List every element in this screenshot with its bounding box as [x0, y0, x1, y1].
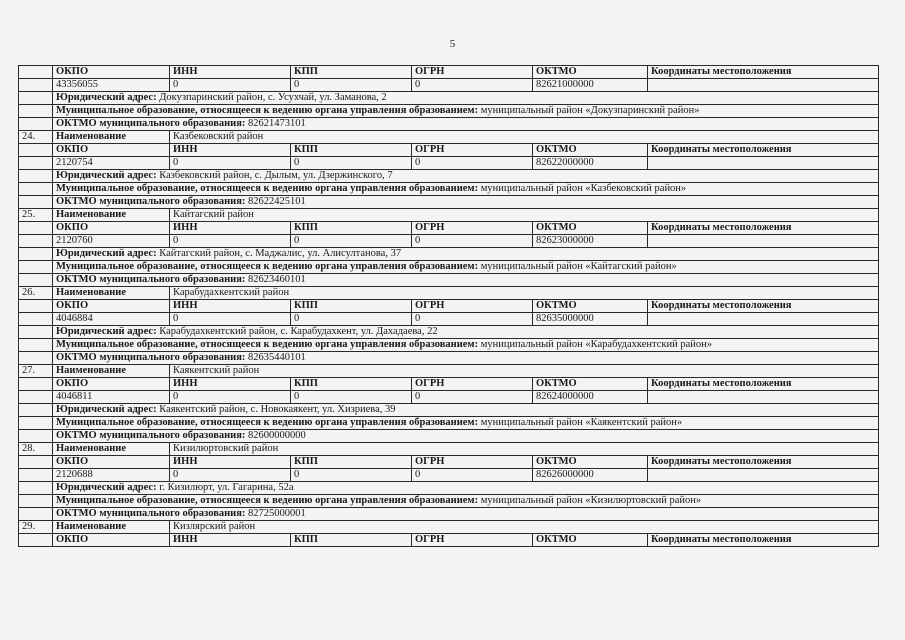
inn-header: ИНН — [170, 222, 291, 235]
okpo-header: ОКПО — [53, 456, 170, 469]
inn-header: ИНН — [170, 534, 291, 547]
ogrn-value: 0 — [412, 235, 533, 248]
legal-address-label: Юридический адрес: — [56, 248, 157, 259]
municipal-entity-cell — [53, 261, 879, 274]
codes-header-row — [19, 378, 879, 391]
oktmo-municipal-label: ОКТМО муниципального образования: — [56, 196, 246, 207]
codes-header-row — [19, 144, 879, 157]
legal-address-cell — [53, 248, 879, 261]
record-number-spacer — [19, 196, 53, 209]
legal-address-cell — [53, 92, 879, 105]
name-label: Наименование — [53, 209, 170, 222]
kpp-value: 0 — [291, 235, 412, 248]
municipal-entity-value: муниципальный район «Казбековский район» — [480, 183, 687, 194]
municipal-entity-value: муниципальный район «Каякентский район» — [480, 417, 683, 428]
kpp-header: КПП — [291, 534, 412, 547]
record-number-spacer — [19, 313, 53, 326]
oktmo-municipal-value: 82621473101 — [248, 118, 306, 129]
oktmo-municipal-cell — [53, 118, 879, 131]
record-number-spacer — [19, 508, 53, 521]
inn-value: 0 — [170, 391, 291, 404]
coords-header: Координаты местоположения — [648, 300, 879, 313]
kpp-header: КПП — [291, 144, 412, 157]
kpp-header: КПП — [291, 456, 412, 469]
municipal-entity — [19, 417, 879, 430]
municipal-entity-value: муниципальный район «Карабудахкентский район» — [480, 339, 712, 350]
record-number-spacer — [19, 404, 53, 417]
municipal-entity-cell — [53, 105, 879, 118]
oktmo-municipal-label: ОКТМО муниципального образования: — [56, 274, 246, 285]
oktmo-municipal — [19, 430, 879, 443]
okpo-header: ОКПО — [53, 66, 170, 79]
record-number-spacer — [19, 391, 53, 404]
registry-table — [18, 65, 879, 547]
name-label: Наименование — [53, 131, 170, 144]
municipal-entity-label: Муниципальное образование, относящееся к ведению органа управления образованием: — [56, 183, 479, 194]
record-name-value: Казбековский район — [170, 131, 879, 144]
record-name-value: Каякентский район — [170, 365, 879, 378]
oktmo-municipal — [19, 118, 879, 131]
oktmo-header: ОКТМО — [533, 534, 648, 547]
municipal-entity-label: Муниципальное образование, относящееся к ведению органа управления образованием: — [56, 105, 479, 116]
record-number-spacer — [19, 274, 53, 287]
oktmo-value: 82621000000 — [533, 79, 648, 92]
ogrn-header: ОГРН — [412, 222, 533, 235]
ogrn-header: ОГРН — [412, 144, 533, 157]
ogrn-value: 0 — [412, 79, 533, 92]
oktmo-value: 82635000000 — [533, 313, 648, 326]
legal-address — [19, 404, 879, 417]
okpo-value: 2120688 — [53, 469, 170, 482]
coords-header: Координаты местоположения — [648, 66, 879, 79]
inn-value: 0 — [170, 157, 291, 170]
record-name-value: Кизлярский район — [170, 521, 879, 534]
name-label: Наименование — [53, 287, 170, 300]
record-number: 29. — [19, 521, 53, 534]
kpp-value: 0 — [291, 391, 412, 404]
oktmo-municipal-cell — [53, 430, 879, 443]
record-number: 25. — [19, 209, 53, 222]
record-number-spacer — [19, 339, 53, 352]
coords-header: Координаты местоположения — [648, 144, 879, 157]
coords-value — [648, 469, 879, 482]
oktmo-municipal-value: 82600000000 — [248, 430, 306, 441]
okpo-value: 4046884 — [53, 313, 170, 326]
municipal-entity-value: муниципальный район «Кизилюртовский район» — [480, 495, 702, 506]
record-number: 24. — [19, 131, 53, 144]
okpo-header: ОКПО — [53, 144, 170, 157]
legal-address-label: Юридический адрес: — [56, 170, 157, 181]
legal-address-label: Юридический адрес: — [56, 92, 157, 103]
record-name-row — [19, 443, 879, 456]
record-number-spacer — [19, 144, 53, 157]
coords-value — [648, 157, 879, 170]
oktmo-municipal-value: 82725000001 — [248, 508, 306, 519]
inn-value: 0 — [170, 235, 291, 248]
ogrn-value: 0 — [412, 391, 533, 404]
coords-header: Координаты местоположения — [648, 378, 879, 391]
oktmo-municipal-cell — [53, 196, 879, 209]
legal-address-value: Казбековский район, с. Дылым, ул. Дзержинского, 7 — [159, 170, 393, 181]
inn-header: ИНН — [170, 66, 291, 79]
record-number-spacer — [19, 118, 53, 131]
inn-header: ИНН — [170, 456, 291, 469]
oktmo-municipal-cell — [53, 508, 879, 521]
oktmo-value: 82626000000 — [533, 469, 648, 482]
legal-address — [19, 326, 879, 339]
ogrn-header: ОГРН — [412, 300, 533, 313]
legal-address-value: Кайтагский район, с. Маджалис, ул. Алисултанова, 37 — [159, 248, 402, 259]
codes-values-row — [19, 79, 879, 92]
municipal-entity-label: Муниципальное образование, относящееся к ведению органа управления образованием: — [56, 339, 479, 350]
okpo-value: 2120760 — [53, 235, 170, 248]
oktmo-header: ОКТМО — [533, 222, 648, 235]
oktmo-municipal — [19, 508, 879, 521]
oktmo-municipal-value: 82622425101 — [248, 196, 306, 207]
oktmo-municipal-value: 82623460101 — [248, 274, 306, 285]
record-number-spacer — [19, 79, 53, 92]
record-number: 26. — [19, 287, 53, 300]
inn-header: ИНН — [170, 300, 291, 313]
oktmo-municipal-label: ОКТМО муниципального образования: — [56, 508, 246, 519]
municipal-entity — [19, 495, 879, 508]
kpp-header: КПП — [291, 66, 412, 79]
municipal-entity-label: Муниципальное образование, относящееся к ведению органа управления образованием: — [56, 417, 479, 428]
municipal-entity-label: Муниципальное образование, относящееся к ведению органа управления образованием: — [56, 495, 479, 506]
legal-address-value: Каякентский район, с. Новокаякент, ул. Хизриева, 39 — [159, 404, 396, 415]
record-name-row — [19, 287, 879, 300]
ogrn-value: 0 — [412, 313, 533, 326]
record-number-spacer — [19, 183, 53, 196]
record-number-spacer — [19, 92, 53, 105]
kpp-value: 0 — [291, 313, 412, 326]
municipal-entity-cell — [53, 495, 879, 508]
inn-value: 0 — [170, 469, 291, 482]
ogrn-header: ОГРН — [412, 66, 533, 79]
kpp-value: 0 — [291, 157, 412, 170]
legal-address — [19, 248, 879, 261]
codes-header-row — [19, 66, 879, 79]
codes-header-row — [19, 456, 879, 469]
oktmo-header: ОКТМО — [533, 300, 648, 313]
record-name-row — [19, 209, 879, 222]
municipal-entity-value: муниципальный район «Кайтагский район» — [480, 261, 677, 272]
kpp-value: 0 — [291, 469, 412, 482]
codes-values-row — [19, 313, 879, 326]
codes-values-row — [19, 391, 879, 404]
oktmo-municipal — [19, 196, 879, 209]
kpp-value: 0 — [291, 79, 412, 92]
record-number-spacer — [19, 534, 53, 547]
municipal-entity-label: Муниципальное образование, относящееся к ведению органа управления образованием: — [56, 261, 479, 272]
legal-address — [19, 170, 879, 183]
kpp-header: КПП — [291, 378, 412, 391]
legal-address — [19, 482, 879, 495]
legal-address-cell — [53, 170, 879, 183]
name-label: Наименование — [53, 521, 170, 534]
okpo-value: 43356055 — [53, 79, 170, 92]
record-name-row — [19, 521, 879, 534]
inn-header: ИНН — [170, 144, 291, 157]
oktmo-municipal-cell — [53, 352, 879, 365]
codes-values-row — [19, 157, 879, 170]
codes-header-row — [19, 534, 879, 547]
coords-header: Координаты местоположения — [648, 456, 879, 469]
record-number-spacer — [19, 326, 53, 339]
record-number: 27. — [19, 365, 53, 378]
record-name-value: Кайтагский район — [170, 209, 879, 222]
oktmo-municipal-value: 82635440101 — [248, 352, 306, 363]
ogrn-header: ОГРН — [412, 378, 533, 391]
record-number-spacer — [19, 105, 53, 118]
oktmo-header: ОКТМО — [533, 378, 648, 391]
municipal-entity-cell — [53, 339, 879, 352]
codes-header-row — [19, 300, 879, 313]
oktmo-value: 82623000000 — [533, 235, 648, 248]
name-label: Наименование — [53, 443, 170, 456]
municipal-entity-cell — [53, 417, 879, 430]
page-number: 5 — [449, 38, 456, 50]
okpo-header: ОКПО — [53, 222, 170, 235]
coords-value — [648, 79, 879, 92]
codes-values-row — [19, 235, 879, 248]
inn-value: 0 — [170, 313, 291, 326]
municipal-entity-cell — [53, 183, 879, 196]
legal-address-label: Юридический адрес: — [56, 326, 157, 337]
oktmo-municipal-cell — [53, 274, 879, 287]
coords-value — [648, 391, 879, 404]
kpp-header: КПП — [291, 222, 412, 235]
inn-value: 0 — [170, 79, 291, 92]
record-number-spacer — [19, 482, 53, 495]
legal-address — [19, 92, 879, 105]
record-number-spacer — [19, 417, 53, 430]
municipal-entity — [19, 339, 879, 352]
record-number-spacer — [19, 66, 53, 79]
okpo-header: ОКПО — [53, 300, 170, 313]
okpo-value: 2120754 — [53, 157, 170, 170]
oktmo-municipal — [19, 274, 879, 287]
oktmo-value: 82624000000 — [533, 391, 648, 404]
legal-address-label: Юридический адрес: — [56, 482, 157, 493]
oktmo-header: ОКТМО — [533, 66, 648, 79]
record-name-row — [19, 365, 879, 378]
record-number-spacer — [19, 157, 53, 170]
record-number-spacer — [19, 222, 53, 235]
oktmo-municipal-label: ОКТМО муниципального образования: — [56, 352, 246, 363]
name-label: Наименование — [53, 365, 170, 378]
legal-address-cell — [53, 482, 879, 495]
okpo-header: ОКПО — [53, 378, 170, 391]
record-name-value: Карабудахкентский район — [170, 287, 879, 300]
record-number-spacer — [19, 469, 53, 482]
coords-value — [648, 235, 879, 248]
okpo-value: 4046811 — [53, 391, 170, 404]
coords-header: Координаты местоположения — [648, 534, 879, 547]
legal-address-value: Карабудахкентский район, с. Карабудахкент, ул. Дахадаева, 22 — [159, 326, 438, 337]
ogrn-header: ОГРН — [412, 534, 533, 547]
codes-values-row — [19, 469, 879, 482]
record-number-spacer — [19, 352, 53, 365]
oktmo-header: ОКТМО — [533, 144, 648, 157]
municipal-entity — [19, 261, 879, 274]
ogrn-value: 0 — [412, 469, 533, 482]
record-number-spacer — [19, 170, 53, 183]
inn-header: ИНН — [170, 378, 291, 391]
oktmo-header: ОКТМО — [533, 456, 648, 469]
okpo-header: ОКПО — [53, 534, 170, 547]
record-name-value: Кизилюртовский район — [170, 443, 879, 456]
record-number-spacer — [19, 248, 53, 261]
coords-header: Координаты местоположения — [648, 222, 879, 235]
record-number-spacer — [19, 456, 53, 469]
oktmo-municipal-label: ОКТМО муниципального образования: — [56, 430, 246, 441]
municipal-entity — [19, 183, 879, 196]
legal-address-cell — [53, 326, 879, 339]
record-name-row — [19, 131, 879, 144]
codes-header-row — [19, 222, 879, 235]
legal-address-value: Докузпаринский район, с. Усухчай, ул. Заманова, 2 — [159, 92, 387, 103]
legal-address-label: Юридический адрес: — [56, 404, 157, 415]
record-number-spacer — [19, 235, 53, 248]
municipal-entity — [19, 105, 879, 118]
record-number-spacer — [19, 495, 53, 508]
record-number: 28. — [19, 443, 53, 456]
record-number-spacer — [19, 300, 53, 313]
municipal-entity-value: муниципальный район «Докузпаринский район» — [480, 105, 700, 116]
kpp-header: КПП — [291, 300, 412, 313]
legal-address-value: г. Кизилюрт, ул. Гагарина, 52а — [159, 482, 294, 493]
ogrn-value: 0 — [412, 157, 533, 170]
ogrn-header: ОГРН — [412, 456, 533, 469]
record-number-spacer — [19, 261, 53, 274]
oktmo-municipal — [19, 352, 879, 365]
coords-value — [648, 313, 879, 326]
record-number-spacer — [19, 430, 53, 443]
oktmo-municipal-label: ОКТМО муниципального образования: — [56, 118, 246, 129]
record-number-spacer — [19, 378, 53, 391]
oktmo-value: 82622000000 — [533, 157, 648, 170]
legal-address-cell — [53, 404, 879, 417]
